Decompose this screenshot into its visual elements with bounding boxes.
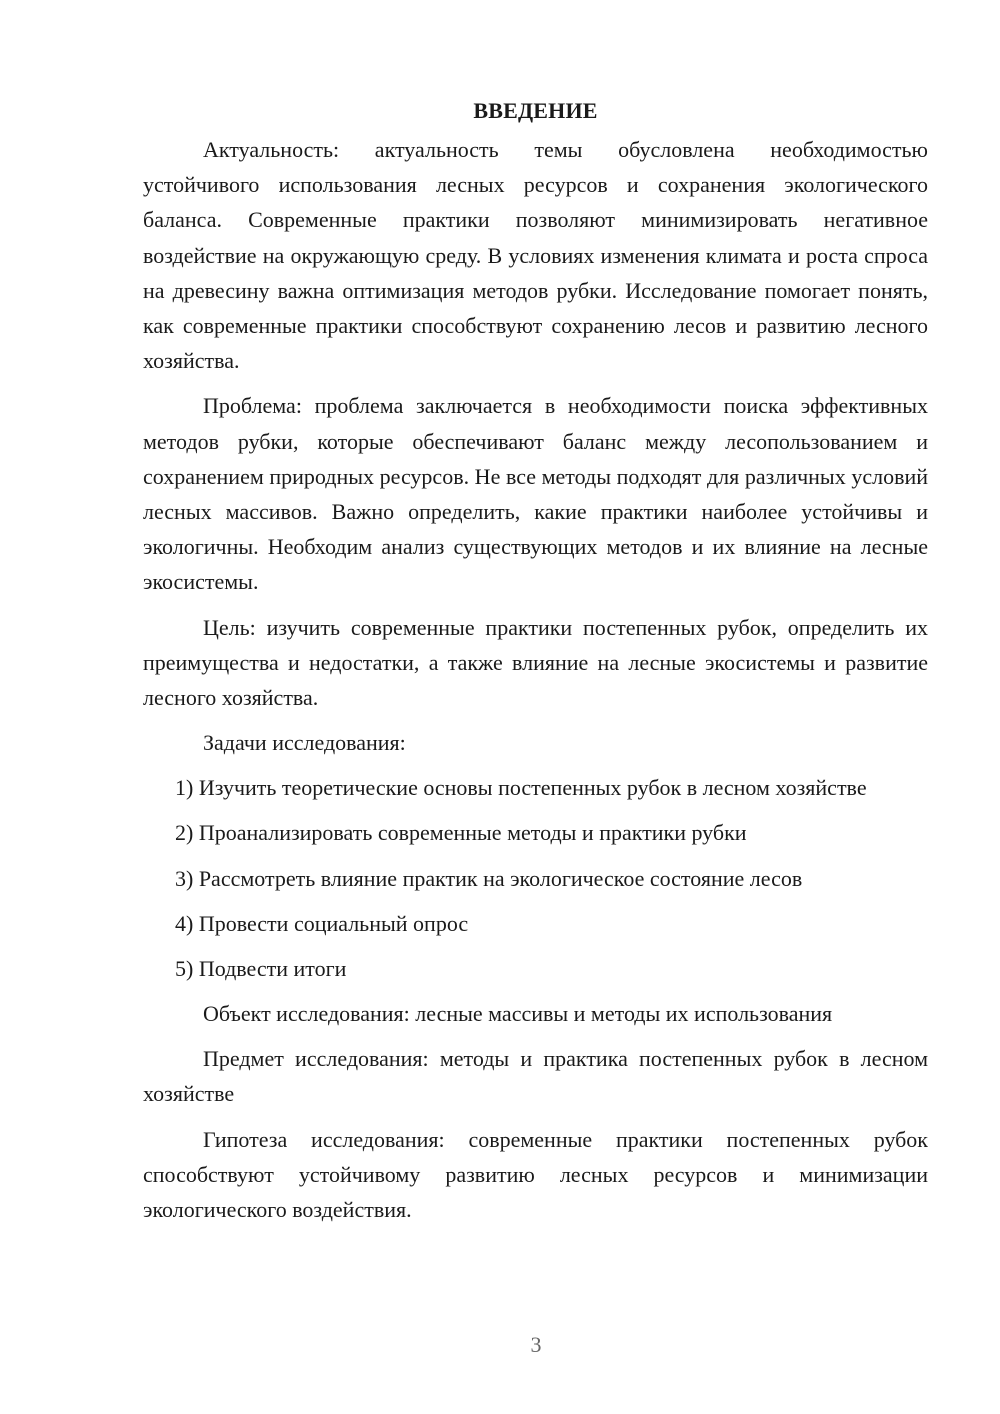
research-object: Объект исследования: лесные массивы и методы их использования: [203, 1001, 833, 1027]
research-hypothesis: Гипотеза исследования: современные практики постепенных рубок способствуют устойчивому развитию лесных ресурсов и минимизации экологического воздействия.: [143, 1126, 928, 1223]
task-item: 3) Рассмотреть влияние практик на экологическое состояние лесов: [175, 865, 803, 891]
research-subject: Предмет исследования: методы и практика постепенных рубок в лесном хозяйстве: [143, 1046, 928, 1107]
task-item: 5) Подвести итоги: [175, 956, 347, 982]
task-item: 4) Провести социальный опрос: [175, 910, 469, 936]
task-item: 2) Проанализировать современные методы и практики рубки: [175, 820, 747, 846]
document-body: [143, 93, 928, 1237]
relevance-paragraph: Актуальность: актуальность темы обусловлена необходимостью устойчивого использования лесных ресурсов и сохранения экологического баланса. Современные практики позволяют минимизировать негативное воздействие на окружающую среду. В условиях изменения климата и роста спроса на древесину важна оптимизация методов рубки. Исследование помогает понять, как современные практики способствуют сохранению лесов и развитию лесного хозяйства.: [143, 137, 928, 374]
page-number: 3: [530, 1332, 542, 1357]
goal-paragraph: Цель: изучить современные практики постепенных рубок, определить их преимущества и недостатки, а также влияние на лесные экосистемы и развитие лесного хозяйства.: [143, 614, 928, 711]
tasks-heading: Задачи исследования:: [203, 730, 406, 756]
problem-paragraph: Проблема: проблема заключается в необходимости поиска эффективных методов рубки, которые обеспечивают баланс между лесопользованием и сохранением природных ресурсов. Не все методы подходят для различных условий лесных массивов. Важно определить, какие практики наиболее устойчивы и экологичны. Необходим анализ существующих методов и их влияние на лесные экосистемы.: [143, 393, 928, 595]
section-title: ВВЕДЕНИЕ: [473, 98, 598, 123]
tasks-list: [143, 770, 928, 986]
task-item: 1) Изучить теоретические основы постепенных рубок в лесном хозяйстве: [175, 775, 867, 801]
